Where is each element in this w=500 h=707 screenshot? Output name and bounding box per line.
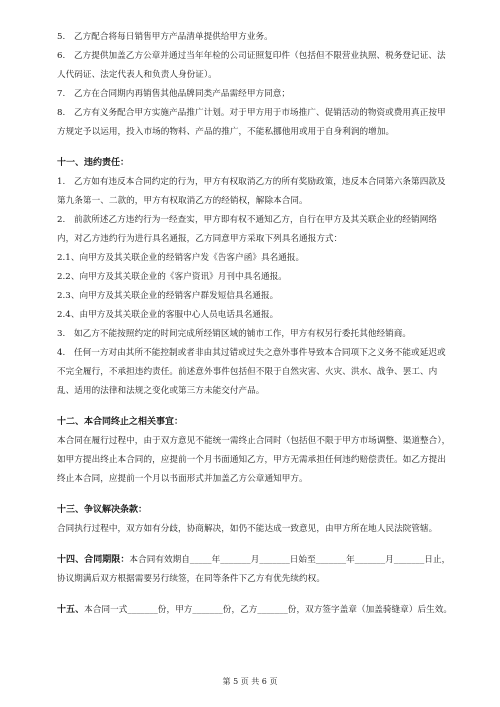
section-copies [57, 601, 454, 620]
section-11-item: 4. 任何一方对由其所不能控制或者非由其过错或过失之意外事件导致本合同项下之义务不能或延迟或不完全履行，不承担违约责任。前述意外事件包括但不限于自然灾害、火灾、洪水、战争、罢工、内乱、适用的法律和法规之变化或第三方未能交付产品。 [57, 348, 446, 396]
clauses-prev [57, 28, 454, 142]
section-11-item: 2.1、向甲方及其关联企业的经销客户发《告客户函》具名通报。 [57, 253, 305, 263]
section-15-body: 本合同一式_______份，甲方_______份，乙方_______份，双方签字盖章（加盖骑缝章）后生效。 [84, 605, 453, 615]
section-11-item: 2. 前款所述乙方违约行为一经查实，甲方即有权不通知乙方，自行在甲方及其关联企业的经销网络内，对乙方违约行为进行具名通报，乙方同意甲方采取下列具名通报方式： [57, 215, 437, 244]
section-dispute [57, 501, 454, 539]
section-14-body: 本合同有效期自_____年_______月_______日始至_______年_______月_______日止，协议期满后双方根据需要另行续签，在同等条件下乙方有优先续约权。 [57, 555, 451, 584]
page-footer: 第 5 页 共 6 页 [222, 677, 278, 686]
section-14-title: 十四、合同期限： [57, 555, 130, 565]
clause-5: 5. 乙方配合将每日销售甲方产品清单提供给甲方业务。 [57, 32, 273, 42]
section-13-body: 合同执行过程中，双方如有分歧，协商解决，如仍不能达成一致意见，由甲方所在地人民法院管辖。 [57, 524, 438, 534]
clause-6: 6. 乙方提供加盖乙方公章并通过当年年检的公司证照复印件（包括但不限营业执照、税务登记证、法人代码证、法定代表人和负责人身份证）。 [57, 51, 446, 80]
section-11-item: 3. 如乙方不能按照约定的时间完成所经销区域的铺市工作，甲方有权另行委托其他经销商。 [57, 329, 412, 339]
section-11-item: 2.4、由甲方及其关联企业的客服中心人员电话具名通报。 [57, 310, 279, 320]
section-term [57, 551, 454, 589]
section-12-title: 十二、本合同终止之相关事宜： [57, 417, 184, 427]
section-breach-liability [57, 154, 454, 401]
section-11-item: 2.3、向甲方及其关联企业的经销客户群发短信具名通报。 [57, 291, 279, 301]
section-12-body: 本合同在履行过程中，由于双方意见不能统一需终止合同时（包括但不限于甲方市场调整、渠道整合），如甲方提出终止本合同的，应提前一个月书面通知乙方，甲方无需承担任何违约赔偿责任。如乙方提出终止本合同，应提前一个月以书面形式并加盖乙方公章通知甲方。 [57, 436, 451, 484]
clause-8: 8. 乙方有义务配合甲方实施产品推广计划。对于甲方用于市场推广、促销活动的物资或费用真正按甲方规定予以运用，投入市场的物料、产品的推广，不能私挪他用或用于自身利润的增加。 [57, 108, 446, 137]
section-11-item: 2.2、向甲方及其关联企业的《客户资讯》月刊中具名通报。 [57, 272, 287, 282]
clause-7: 7. 乙方在合同期内再销售其他品牌同类产品需经甲方同意； [57, 89, 291, 99]
section-13-title: 十三、争议解决条款： [57, 505, 148, 515]
section-termination [57, 413, 454, 489]
section-15-title: 十五、 [57, 605, 85, 615]
section-11-title: 十一、违约责任： [57, 158, 130, 168]
section-11-item: 1. 乙方如有违反本合同约定的行为，甲方有权取消乙方的所有奖励政策，违反本合同第六条第四款及第九条第一、二款的，甲方有权取消乙方的经销权，解除本合同。 [57, 177, 446, 206]
